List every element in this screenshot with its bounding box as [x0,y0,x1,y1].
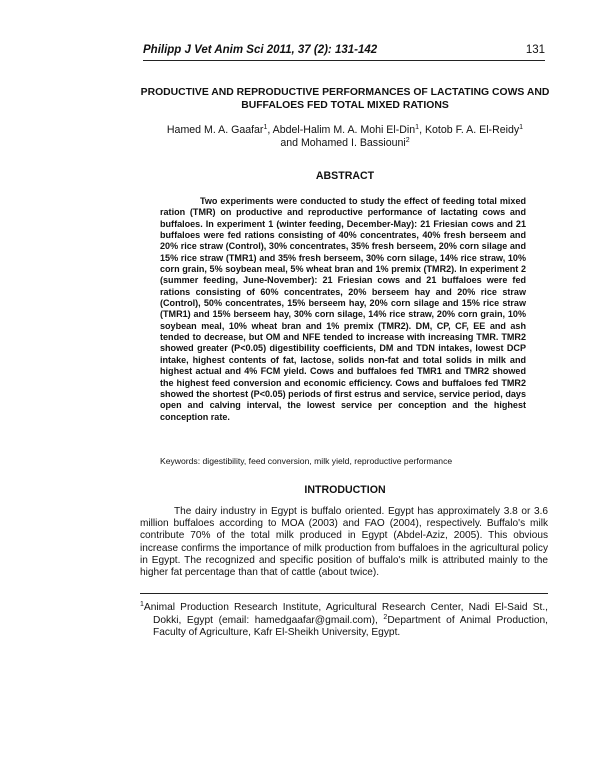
keywords: Keywords: digestibility, feed conversion, milk yield, reproductive performance [160,456,453,466]
footnote-affiliation-1: Animal Production Research Institute, Agricultural Research Center, Nadi El-Said St., Dokki, Egypt (email: hamedgaafar@gmail.com), [143,602,548,626]
introduction-heading: INTRODUCTION [304,484,386,496]
paper-title: PRODUCTIVE AND REPRODUCTIVE PERFORMANCES OF LACTATING COWS AND BUFFALOES FED TOTAL MIXED RATIONS [140,87,550,111]
abstract-text: Two experiments were conducted to study the effect of feeding total mixed ration (TMR) on productive and reproductive performance of lactating cows and buffaloes. In experiment 1 (winter feeding, December-May): 21 Friesian cows and 21 buffaloes were fed rations consisting of 40% concentrates, 40% fresh berseem and 20% rice straw (Control), 30% concentrates, 35% fresh berseem, 20% corn silage and 15% rice straw (TMR1) and 35% fresh berseem, 30% corn silage, 14% rice straw, 10% corn grain, 5% soybean meal, 5% wheat bran and 1% premix (TMR2). In experiment 2 (summer feeding, June-November): 21 Friesian cows and 21 buffaloes were fed rations consisting of 60% concentrates, 20% berseem hay and 20% rice straw (Control), 50% concentrates, 15% berseem hay, 20% corn silage and 15% rice straw (TMR1) and 15% berseem hay, 30% corn silage, 14% rice straw, 20% corn grain, 10% soybean meal, 10% wheat bran and 1% premix (TMR2). DM, CP, CF, EE and ash tended to decrease, but OM and NFE tended to increase with increasing TMR. TMR2 showed greater (P<0.05) digestibility coefficients, DM and TDN intakes, lowest DCP intake, highest contents of fat, lactose, solids non-fat and total solids in milk and highest actual and 4% FCM yield. Cows and buffaloes fed TMR1 and TMR2 showed the highest feed conversion and economic efficiency. Cows and buffaloes fed TMR2 showed the shortest (P<0.05) periods of first estrus and service, service period, days open and calving interval, the lowest service per conception and the highest conception rate. [160,196,526,422]
affiliation-footnote [140,602,548,640]
journal-citation: Philipp J Vet Anim Sci 2011, 37 (2): 131-142 [143,44,378,56]
introduction-text: The dairy industry in Egypt is buffalo oriented. Egypt has approximately 3.8 or 3.6 million buffaloes according to MOA (2003) and FAO (2004), respectively. Buffalo's milk contribute 70% of the total milk produced in Egypt (Abdel-Aziz, 2005). This obvious increase confirms the importance of milk production from buffaloes in the agricultural policy in Egypt. The recognized and specific position of buffalo's milk is attributed mainly to the higher fat percentage than that of cattle (about twice). [140,506,548,579]
author-name: and Mohamed I. Bassiouni [280,137,406,149]
author-name: , Kotob F. A. El-Reidy [419,124,520,136]
running-header [143,44,545,61]
footnote-marker: 1 [140,601,144,608]
affiliation-marker: 1 [415,124,420,131]
affiliation-marker: 1 [263,124,268,131]
page-number: 131 [525,44,545,56]
footnote-divider [140,593,548,594]
abstract-heading: ABSTRACT [315,170,375,182]
affiliation-marker: 1 [519,124,524,131]
footnote-marker: 2 [383,613,388,621]
author-name: , Abdel-Halim M. A. Mohi El-Din [267,124,416,136]
affiliation-marker: 2 [405,137,410,144]
author-list [140,124,550,150]
author-name: Hamed M. A. Gaafar [166,124,264,136]
footnote-affiliation-2: Department of Animal Production, Faculty of Agriculture, Kafr El-Sheikh University, Egypt. [153,614,549,638]
